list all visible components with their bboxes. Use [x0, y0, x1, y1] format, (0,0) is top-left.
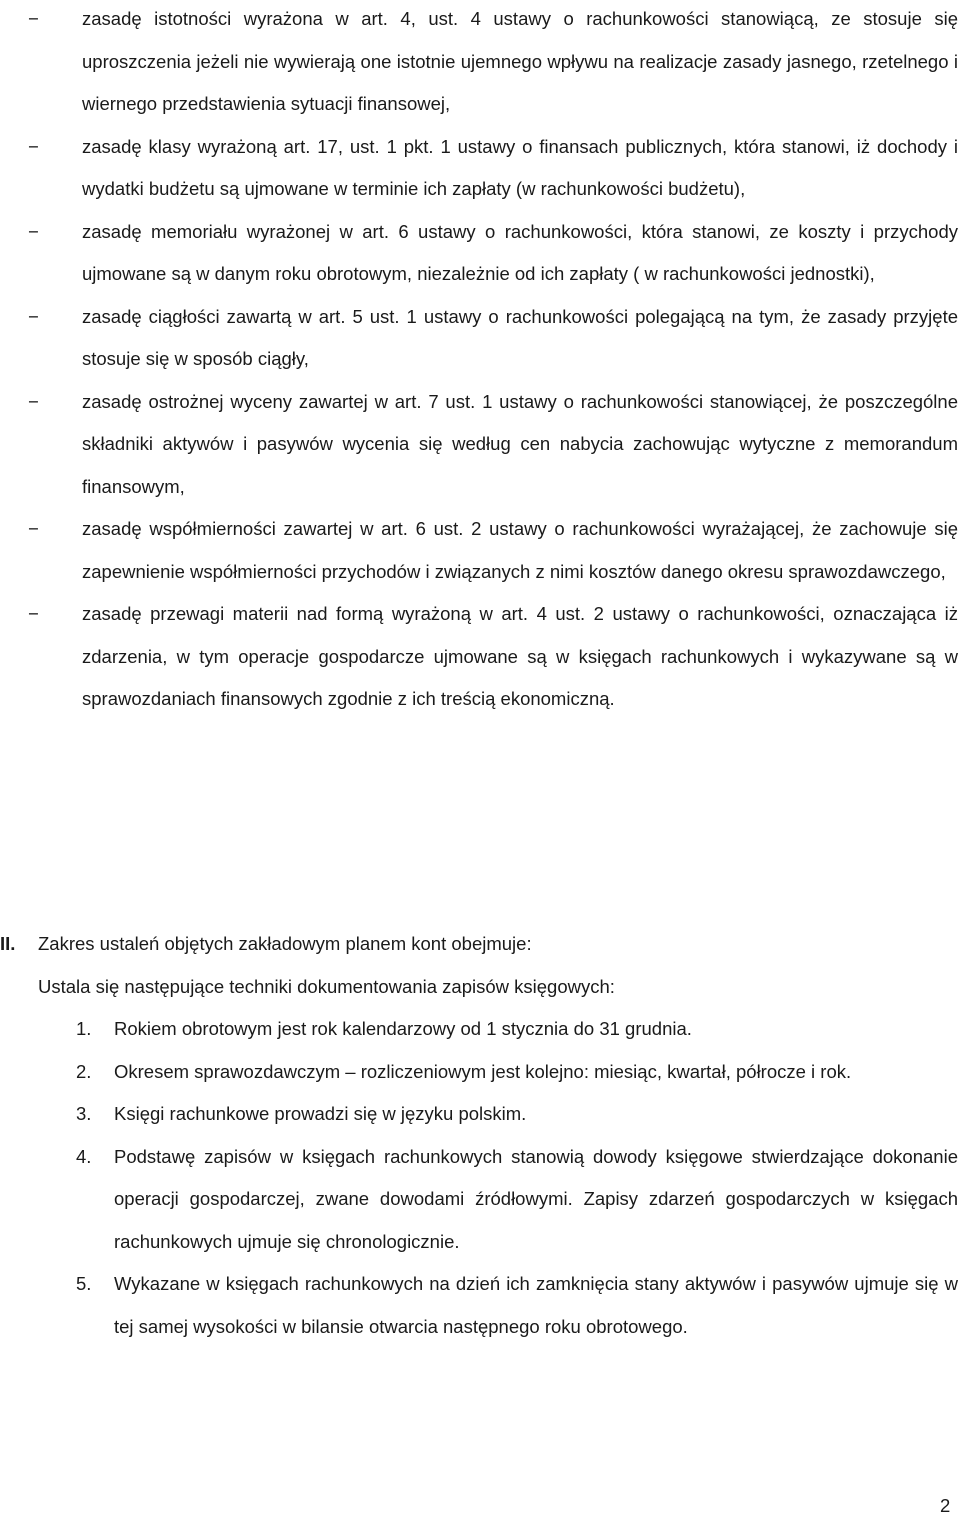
list-dash: −	[28, 518, 39, 539]
list-dash: −	[28, 220, 39, 242]
section-ii	[0, 923, 958, 1348]
list-item	[0, 1093, 958, 1136]
list-dash: −	[28, 135, 39, 157]
section-heading-text: Zakres ustaleń objętych zakładowym planem kont obejmuje:	[38, 933, 532, 954]
list-item	[0, 1008, 958, 1051]
list-item	[0, 1263, 958, 1348]
list-item	[0, 593, 958, 721]
list-dash: −	[28, 603, 39, 624]
list-item-text: zasadę ciągłości zawartą w art. 5 ust. 1 ustawy o rachunkowości polegającą na tym, że zasady przyjęte stosuje się w sposób ciągły,	[82, 305, 958, 369]
list-item	[0, 0, 958, 126]
list-item-text: zasadę współmierności zawartej w art. 6 ust. 2 ustawy o rachunkowości wyrażającej, że zachowuje się zapewnienie współmierności przychodów i związanych z nimi kosztów danego okresu sprawozdawczego,	[82, 518, 958, 582]
section-intro: Ustala się następujące techniki dokumentowania zapisów księgowych:	[38, 975, 615, 997]
list-item-text: Podstawę zapisów w księgach rachunkowych stanowią dowody księgowe stwierdzające dokonanie operacji gospodarczej, zwane dowodami źródłowymi. Zapisy zdarzeń gospodarczych w księgach rachunkowych ujmuje się chronologicznie.	[114, 1145, 958, 1252]
list-dash: −	[28, 390, 39, 412]
list-item	[0, 126, 958, 211]
list-item-text: Okresem sprawozdawczym – rozliczeniowym jest kolejno: miesiąc, kwartał, półrocze i rok.	[114, 1060, 852, 1082]
list-number: 1.	[76, 1018, 92, 1039]
list-item	[0, 1051, 958, 1094]
list-item-text: zasadę klasy wyrażoną art. 17, ust. 1 pkt. 1 ustawy o finansach publicznych, która stanowi, iż dochody i wydatki budżetu są ujmowane w terminie ich zapłaty (w rachunkowości budżetu),	[82, 135, 958, 199]
list-number: 4.	[76, 1145, 92, 1167]
list-item-text: Księgi rachunkowe prowadzi się w języku polskim.	[114, 1103, 527, 1124]
principles-list	[0, 0, 958, 721]
page-number: 2	[940, 1495, 951, 1516]
list-item	[0, 1136, 958, 1264]
list-item	[0, 508, 958, 593]
list-item-text: zasadę istotności wyrażona w art. 4, ust. 4 ustawy o rachunkowości stanowiącą, ze stosuje się uproszczenia jeżeli nie wywierają one istotnie ujemnego wpływu na realizacje zasady jasnego, rzetelnego i wiernego przedstawienia sytuacji finansowej,	[82, 8, 958, 114]
numbered-list	[0, 1008, 958, 1348]
list-item-text: Wykazane w księgach rachunkowych na dzień ich zamknięcia stany aktywów i pasywów ujmuje się w tej samej wysokości w bilansie otwarcia następnego roku obrotowego.	[114, 1273, 958, 1337]
section-heading	[0, 923, 958, 966]
list-item	[0, 381, 958, 509]
list-item-text: zasadę ostrożnej wyceny zawartej w art. 7 ust. 1 ustawy o rachunkowości stanowiącej, że poszczególne składniki aktywów i pasywów wycenia się według cen nabycia zachowując wytyczne z memorandum finansowym,	[82, 390, 958, 497]
list-item-text: Rokiem obrotowym jest rok kalendarzowy od 1 stycznia do 31 grudnia.	[114, 1018, 692, 1039]
list-number: 3.	[76, 1103, 92, 1124]
list-item	[0, 296, 958, 381]
section-roman-numeral: II.	[0, 933, 16, 954]
list-item-text: zasadę przewagi materii nad formą wyrażoną w art. 4 ust. 2 ustawy o rachunkowości, oznaczająca iż zdarzenia, w tym operacje gospodarcze ujmowane są w księgach rachunkowych i wykazywane są w sprawozdaniach finansowych zgodnie z ich treścią ekonomiczną.	[82, 603, 958, 709]
list-number: 5.	[76, 1273, 92, 1294]
list-dash: −	[28, 8, 39, 29]
list-number: 2.	[76, 1060, 92, 1082]
list-item	[0, 211, 958, 296]
list-item-text: zasadę memoriału wyrażonej w art. 6 ustawy o rachunkowości, która stanowi, ze koszty i przychody ujmowane są w danym roku obrotowym, niezależnie od ich zapłaty ( w rachunkowości jednostki),	[82, 220, 958, 284]
list-dash: −	[28, 305, 39, 327]
